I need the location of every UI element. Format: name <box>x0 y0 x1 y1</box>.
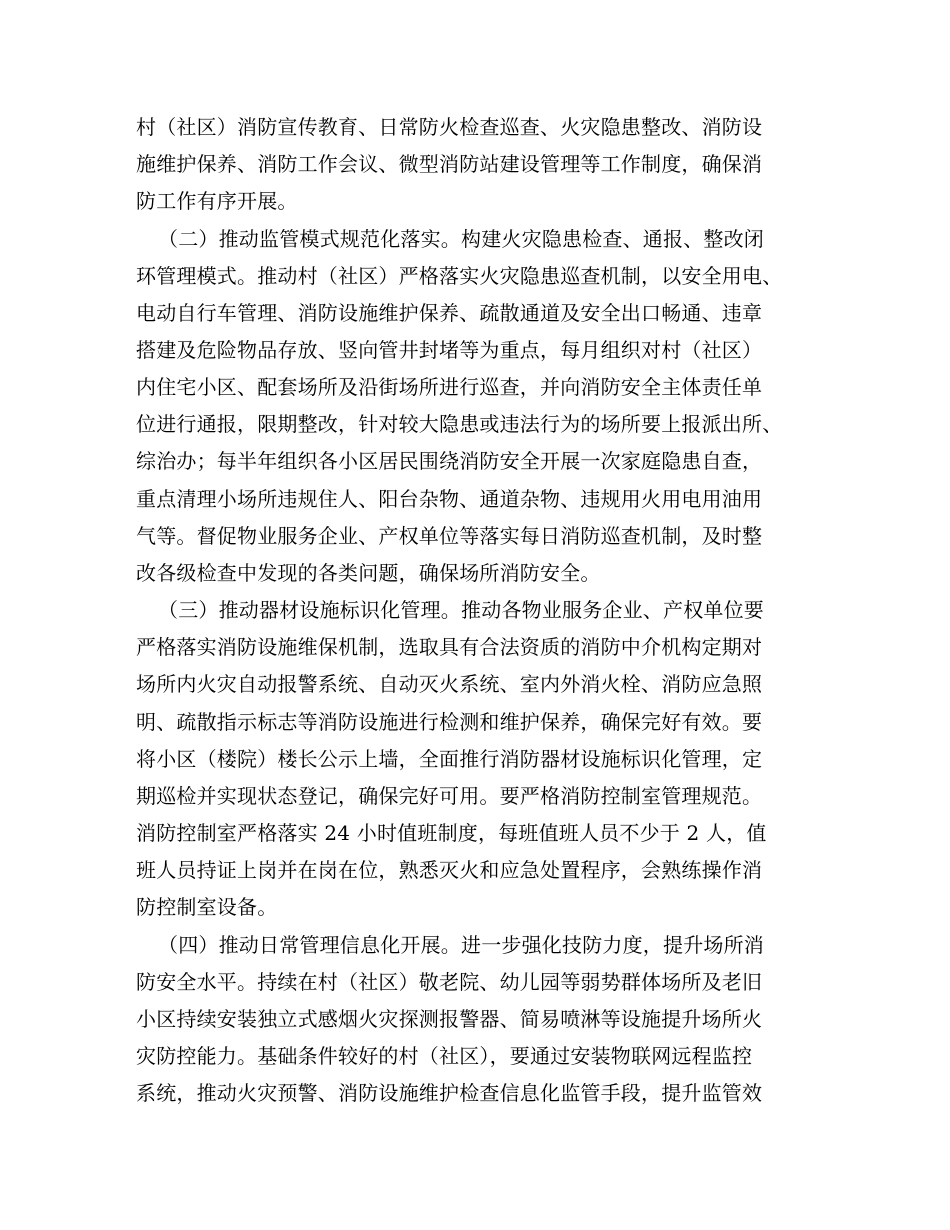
text-line: 重点清理小场所违规住人、阳台杂物、通道杂物、违规用火用电用油用 <box>136 487 763 511</box>
text-line: 防工作有序开展。 <box>136 189 298 213</box>
paragraph-heading-line: （二）推动监管模式规范化落实。构建火灾隐患检查、通报、整改闭 <box>158 227 764 251</box>
text-line: 小区持续安装独立式感烟火灾探测报警器、简易喷淋等设施提升场所火 <box>136 1007 763 1031</box>
text-line: 搭建及危险物品存放、竖向管井封堵等为重点，每月组织对村（社区） <box>136 338 763 362</box>
text-line: 场所内火灾自动报警系统、自动灭火系统、室内外消火栓、消防应急照 <box>136 672 763 696</box>
text-line: 防安全水平。持续在村（社区）敬老院、幼儿园等弱势群体场所及老旧 <box>136 970 763 994</box>
paragraph-heading-line: （三）推动器材设施标识化管理。推动各物业服务企业、产权单位要 <box>158 598 764 622</box>
text-line: 施维护保养、消防工作会议、微型消防站建设管理等工作制度，确保消 <box>136 152 763 176</box>
text-line: 位进行通报，限期整改，针对较大隐患或违法行为的场所要上报派出所、 <box>136 412 783 436</box>
text-line: 班人员持证上岗并在岗在位，熟悉灭火和应急处置程序，会熟练操作消 <box>136 858 763 882</box>
text-line: 灾防控能力。基础条件较好的村（社区），要通过安装物联网远程监控 <box>136 1044 753 1068</box>
text-line: 将小区（楼院）楼长公示上墙，全面推行消防器材设施标识化管理，定 <box>136 747 763 771</box>
paragraph-heading-line: （四）推动日常管理信息化开展。进一步强化技防力度，提升场所消 <box>158 933 764 957</box>
text-line: 消防控制室严格落实 24 小时值班制度，每班值班人员不少于 2 人，值 <box>136 821 767 845</box>
text-line: 环管理模式。推动村（社区）严格落实火灾隐患巡查机制，以安全用电、 <box>136 264 783 288</box>
text-line: 综治办；每半年组织各小区居民围绕消防安全开展一次家庭隐患自查， <box>136 449 763 473</box>
text-line: 系统，推动火灾预警、消防设施维护检查信息化监管手段，提升监管效 <box>136 1081 763 1105</box>
text-line: 明、疏散指示标志等消防设施进行检测和维护保养，确保完好有效。要 <box>136 710 763 734</box>
text-line: 村（社区）消防宣传教育、日常防火检查巡查、火灾隐患整改、消防设 <box>136 115 763 139</box>
text-line: 防控制室设备。 <box>136 895 278 919</box>
text-line: 气等。督促物业服务企业、产权单位等落实每日消防巡查机制，及时整 <box>136 524 763 548</box>
text-line: 电动自行车管理、消防设施维护保养、疏散通道及安全出口畅通、违章 <box>136 301 763 325</box>
text-line: 内住宅小区、配套场所及沿街场所进行巡查，并向消防安全主体责任单 <box>136 375 763 399</box>
text-line: 改各级检查中发现的各类问题，确保场所消防安全。 <box>136 561 601 585</box>
text-line: 期巡检并实现状态登记，确保完好可用。要严格消防控制室管理规范。 <box>136 784 763 808</box>
text-line: 严格落实消防设施维保机制，选取具有合法资质的消防中介机构定期对 <box>136 635 763 659</box>
